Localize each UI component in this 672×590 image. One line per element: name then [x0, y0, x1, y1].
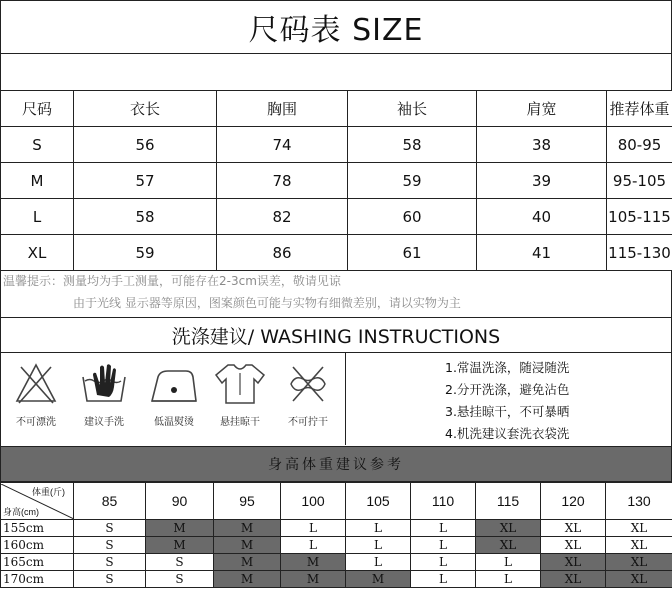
notes	[0, 270, 672, 318]
size-cell: L	[346, 520, 411, 537]
size-cell: XL	[541, 520, 606, 537]
washing-title: 洗涤建议/ WASHING INSTRUCTIONS	[0, 317, 672, 353]
header-cell: 肩宽	[477, 91, 607, 127]
instruction-item: 4.机洗建议套洗衣袋洗	[445, 426, 570, 441]
table-row	[1, 571, 672, 588]
weight-header-cell: 130	[606, 483, 672, 520]
corner-weight-label: 体重(斤)	[32, 486, 65, 497]
table-cell: M	[1, 163, 74, 199]
header-cell: 胸围	[217, 91, 348, 127]
table-cell: 39	[477, 163, 607, 199]
instruction-item: 3.悬挂晾干，不可暴晒	[445, 404, 570, 419]
size-cell: L	[411, 571, 476, 588]
instruction-item: 2.分开洗涤，避免沾色	[445, 382, 570, 397]
weight-header-cell: 90	[146, 483, 214, 520]
washing-instructions	[445, 357, 569, 445]
size-cell: XL	[606, 520, 672, 537]
corner-height-label: 身高(cm)	[3, 506, 39, 517]
table-cell: 58	[348, 127, 477, 163]
header-cell: 衣长	[74, 91, 217, 127]
weight-header-cell: 85	[74, 483, 146, 520]
height-cell: 170cm	[1, 571, 74, 588]
header-cell: 推荐体重	[607, 91, 672, 127]
table-cell: 60	[348, 199, 477, 235]
weight-header-cell: 100	[281, 483, 346, 520]
size-cell: S	[146, 554, 214, 571]
weight-header-cell: 120	[541, 483, 606, 520]
size-cell: M	[281, 554, 346, 571]
table-cell: XL	[1, 235, 74, 271]
blank-row	[0, 53, 672, 91]
instruction-item: 1.常温洗涤，随浸随洗	[445, 360, 570, 375]
icon-caption: 低温熨烫	[154, 417, 194, 428]
table-cell: 57	[74, 163, 217, 199]
table-row	[1, 199, 672, 235]
table-cell: 40	[477, 199, 607, 235]
size-cell: S	[74, 537, 146, 554]
size-cell: XL	[476, 520, 541, 537]
table-cell: 115-130	[607, 235, 672, 271]
hand-wash-icon	[73, 361, 135, 441]
size-cell: XL	[541, 554, 606, 571]
table-cell: 41	[477, 235, 607, 271]
size-cell: M	[146, 520, 214, 537]
weight-header-cell: 105	[346, 483, 411, 520]
table-cell: 56	[74, 127, 217, 163]
size-cell: L	[346, 537, 411, 554]
size-cell: XL	[541, 537, 606, 554]
header-cell: 尺码	[1, 91, 74, 127]
height-cell: 155cm	[1, 520, 74, 537]
table-cell: 59	[348, 163, 477, 199]
size-cell: L	[476, 554, 541, 571]
page-title: 尺码表 SIZE	[0, 0, 672, 54]
size-cell: L	[346, 554, 411, 571]
table-row	[1, 127, 672, 163]
size-cell: S	[74, 554, 146, 571]
size-cell: XL	[541, 571, 606, 588]
table-row	[1, 537, 672, 554]
size-cell: M	[281, 571, 346, 588]
height-cell: 160cm	[1, 537, 74, 554]
table-cell: 78	[217, 163, 348, 199]
size-cell: M	[346, 571, 411, 588]
size-cell: M	[214, 571, 281, 588]
table-row	[1, 163, 672, 199]
size-cell: L	[281, 537, 346, 554]
size-cell: L	[411, 537, 476, 554]
reference-title: 身高体重建议参考	[0, 446, 672, 482]
icon-caption: 不可漂洗	[16, 417, 56, 428]
reference-header-row	[1, 483, 672, 520]
table-cell: 105-115	[607, 199, 672, 235]
table-cell: 61	[348, 235, 477, 271]
note-line: 由于光线 显示器等原因，图案颜色可能与实物有细微差别，请以实物为主	[73, 296, 461, 310]
table-cell: 95-105	[607, 163, 672, 199]
weight-header-cell: 115	[476, 483, 541, 520]
size-table	[0, 90, 672, 271]
size-cell: XL	[606, 554, 672, 571]
table-cell: 74	[217, 127, 348, 163]
size-cell: M	[214, 520, 281, 537]
icon-caption: 悬挂晾干	[220, 417, 260, 428]
table-cell: 80-95	[607, 127, 672, 163]
low-iron-icon	[143, 361, 205, 441]
size-cell: XL	[606, 571, 672, 588]
size-cell: XL	[476, 537, 541, 554]
weight-header-cell: 95	[214, 483, 281, 520]
size-cell: L	[281, 520, 346, 537]
size-cell: S	[146, 571, 214, 588]
washing-icons	[1, 353, 346, 445]
size-cell: L	[411, 520, 476, 537]
reference-table	[0, 482, 672, 588]
no-wring-icon	[277, 361, 339, 441]
table-cell: 58	[74, 199, 217, 235]
height-cell: 165cm	[1, 554, 74, 571]
header-cell: 袖长	[348, 91, 477, 127]
weight-header-cell: 110	[411, 483, 476, 520]
icon-caption: 不可拧干	[288, 417, 328, 428]
size-cell: L	[476, 571, 541, 588]
size-cell: M	[214, 554, 281, 571]
size-cell: M	[146, 537, 214, 554]
note-line: 温馨提示：测量均为手工测量，可能存在2-3cm误差，敬请见谅	[3, 274, 341, 288]
size-cell: XL	[606, 537, 672, 554]
corner-cell	[1, 483, 74, 520]
table-cell: L	[1, 199, 74, 235]
table-row	[1, 520, 672, 537]
table-cell: 82	[217, 199, 348, 235]
hang-dry-icon	[209, 361, 271, 441]
table-row	[1, 554, 672, 571]
size-cell: S	[74, 571, 146, 588]
size-cell: S	[74, 520, 146, 537]
table-row	[1, 235, 672, 271]
table-cell: 38	[477, 127, 607, 163]
size-table-header	[1, 91, 672, 127]
table-cell: S	[1, 127, 74, 163]
table-cell: 59	[74, 235, 217, 271]
table-cell: 86	[217, 235, 348, 271]
size-cell: L	[411, 554, 476, 571]
no-bleach-icon	[5, 361, 67, 441]
size-cell: M	[214, 537, 281, 554]
icon-caption: 建议手洗	[84, 417, 124, 428]
